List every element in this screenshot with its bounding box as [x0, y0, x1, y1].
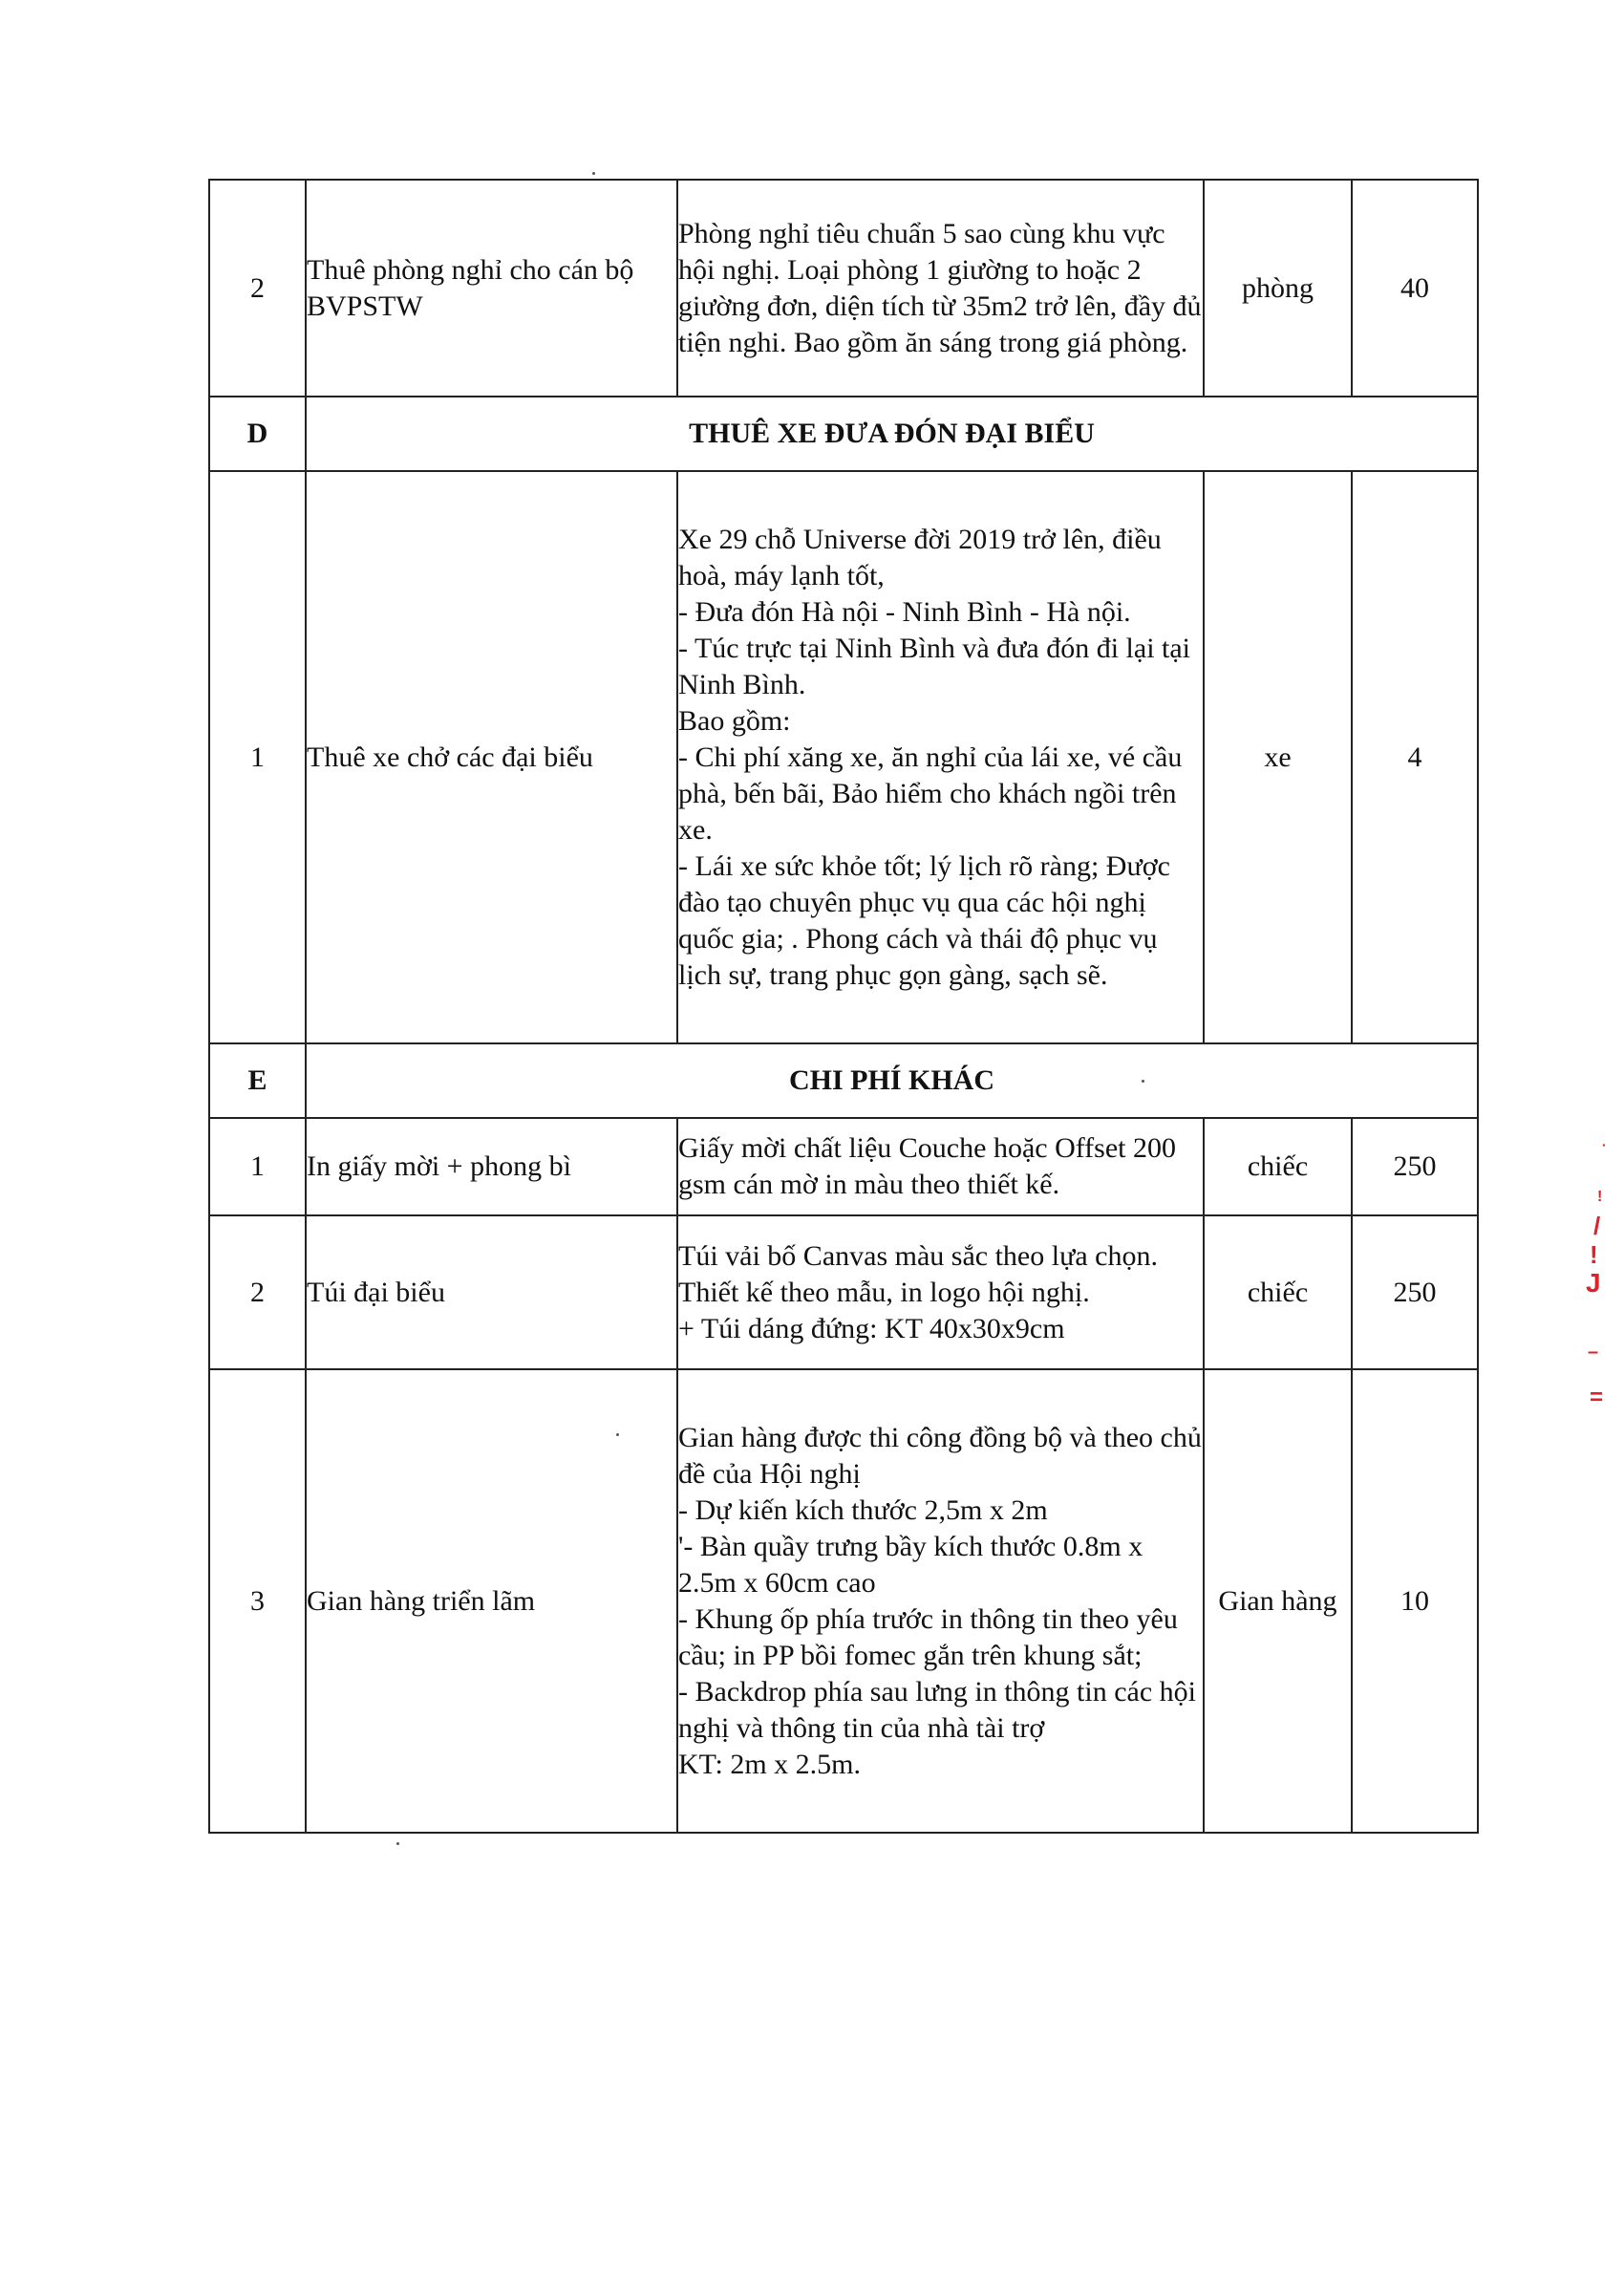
item-name: Thuê phòng nghỉ cho cán bộ BVPSTW: [306, 180, 677, 397]
scan-speck: [592, 172, 595, 175]
section-header-row: [209, 397, 1478, 471]
item-unit: xe: [1204, 471, 1352, 1043]
table-row: [209, 180, 1478, 397]
item-unit: chiếc: [1204, 1118, 1352, 1215]
row-number: 1: [209, 1118, 306, 1215]
section-title: THUÊ XE ĐƯA ĐÓN ĐẠI BIỂU: [306, 397, 1478, 471]
row-number: 2: [209, 1215, 306, 1369]
document-page: 2 Thuê phòng nghỉ cho cán bộ BVPSTW Phòng nghỉ tiêu chuẩn 5 sao cùng khu vực hội nghị. Loại phòng 1 giường to hoặc 2 giường đơn, diện tích từ 35m2 trở lên, đầy đủ tiện nghi. Bao gồm ăn sáng trong giá phòng. phòng 40 D THUÊ XE ĐƯA ĐÓN ĐẠI BIỂU 1 Thuê xe chở các đại biểu Xe 29 chỗ Universe đời 2019 trở lên, điều hoà, máy lạnh tốt, - Đưa đón Hà nội - Ninh Bình - Hà nội. - Túc trực tại Ninh Bình và đưa đón đi lại tại Ninh Bình. Bao gồm: - Chi phí xăng xe, ăn nghỉ của lái xe, vé cầu phà, bến bãi, Bảo hiểm cho khách ngồi trên xe. - Lái xe sức khỏe tốt; lý lịch rõ ràng; Được đào tạo chuyên phục vụ qua các hội nghị quốc gia; . Phong cách và thái độ phục vụ lịch sự, trang phục gọn gàng, sạch sẽ. xe 4 E CHI PHÍ KHÁC 1 In giấy mời + phong bì Giấy mời chất liệu Couche hoặc Offset 200 gsm cán mờ in màu theo thiết kế. chiếc 250 2 Túi đại biểu Túi vải bố Canvas màu sắc theo lựa chọn. Thiết kế theo mẫu, in logo hội nghị. + Túi dáng đứng: KT 40x30x9cm chiếc 250 3 Gian hàng triển lãm Gian hàng được thi công đồng bộ và theo chủ đề của Hội nghị - Dự kiến kích thước 2,5m x 2m '- Bàn quầy trưng bầy kích thước 0.8m x 2.5m x 60cm cao - Khung ốp phía trước in thông tin theo yêu cầu; in PP bồi fomec gắn trên khung sắt; - Backdrop phía sau lưng in thông tin các hội nghị và thông tin của nhà tài trợ KT: 2m x 2.5m. Gian hàng 10 · ! / ! J – =: [0, 0, 1624, 2277]
specification-table: [208, 179, 1479, 1834]
scan-speck: [1142, 1080, 1144, 1083]
item-quantity: 250: [1352, 1215, 1478, 1369]
item-description: Túi vải bố Canvas màu sắc theo lựa chọn. Thiết kế theo mẫu, in logo hội nghị. + Túi dáng đứng: KT 40x30x9cm: [677, 1215, 1204, 1369]
item-unit: phòng: [1204, 180, 1352, 397]
section-title: CHI PHÍ KHÁC: [306, 1043, 1478, 1118]
item-description: Giấy mời chất liệu Couche hoặc Offset 200 gsm cán mờ in màu theo thiết kế.: [677, 1118, 1204, 1215]
table-row: [209, 1215, 1478, 1369]
section-code: D: [209, 397, 306, 471]
table-row: [209, 1118, 1478, 1215]
item-description: Gian hàng được thi công đồng bộ và theo chủ đề của Hội nghị - Dự kiến kích thước 2,5m x 2m '- Bàn quầy trưng bầy kích thước 0.8m x 2.5m x 60cm cao - Khung ốp phía trước in thông tin theo yêu cầu; in PP bồi fomec gắn trên khung sắt; - Backdrop phía sau lưng in thông tin các hội nghị và thông tin của nhà tài trợ KT: 2m x 2.5m.: [677, 1369, 1204, 1833]
item-quantity: 250: [1352, 1118, 1478, 1215]
item-quantity: 4: [1352, 471, 1478, 1043]
item-description: Xe 29 chỗ Universe đời 2019 trở lên, điều hoà, máy lạnh tốt, - Đưa đón Hà nội - Ninh Bình - Hà nội. - Túc trực tại Ninh Bình và đưa đón đi lại tại Ninh Bình. Bao gồm: - Chi phí xăng xe, ăn nghỉ của lái xe, vé cầu phà, bến bãi, Bảo hiểm cho khách ngồi trên xe. - Lái xe sức khỏe tốt; lý lịch rõ ràng; Được đào tạo chuyên phục vụ qua các hội nghị quốc gia; . Phong cách và thái độ phục vụ lịch sự, trang phục gọn gàng, sạch sẽ.: [677, 471, 1204, 1043]
section-code: E: [209, 1043, 306, 1118]
row-number: 2: [209, 180, 306, 397]
table-row: [209, 1369, 1478, 1833]
scan-speck: [396, 1842, 399, 1845]
item-description: Phòng nghỉ tiêu chuẩn 5 sao cùng khu vực hội nghị. Loại phòng 1 giường to hoặc 2 giường đơn, diện tích từ 35m2 trở lên, đầy đủ tiện nghi. Bao gồm ăn sáng trong giá phòng.: [677, 180, 1204, 397]
section-header-row: [209, 1043, 1478, 1118]
item-name: Thuê xe chở các đại biểu: [306, 471, 677, 1043]
scan-speck: [616, 1433, 619, 1436]
item-unit: chiếc: [1204, 1215, 1352, 1369]
item-quantity: 40: [1352, 180, 1478, 397]
item-name: Gian hàng triển lãm: [306, 1369, 677, 1833]
item-quantity: 10: [1352, 1369, 1478, 1833]
item-name: Túi đại biểu: [306, 1215, 677, 1369]
item-unit: Gian hàng: [1204, 1369, 1352, 1833]
row-number: 1: [209, 471, 306, 1043]
table-row: [209, 471, 1478, 1043]
item-name: In giấy mời + phong bì: [306, 1118, 677, 1215]
row-number: 3: [209, 1369, 306, 1833]
